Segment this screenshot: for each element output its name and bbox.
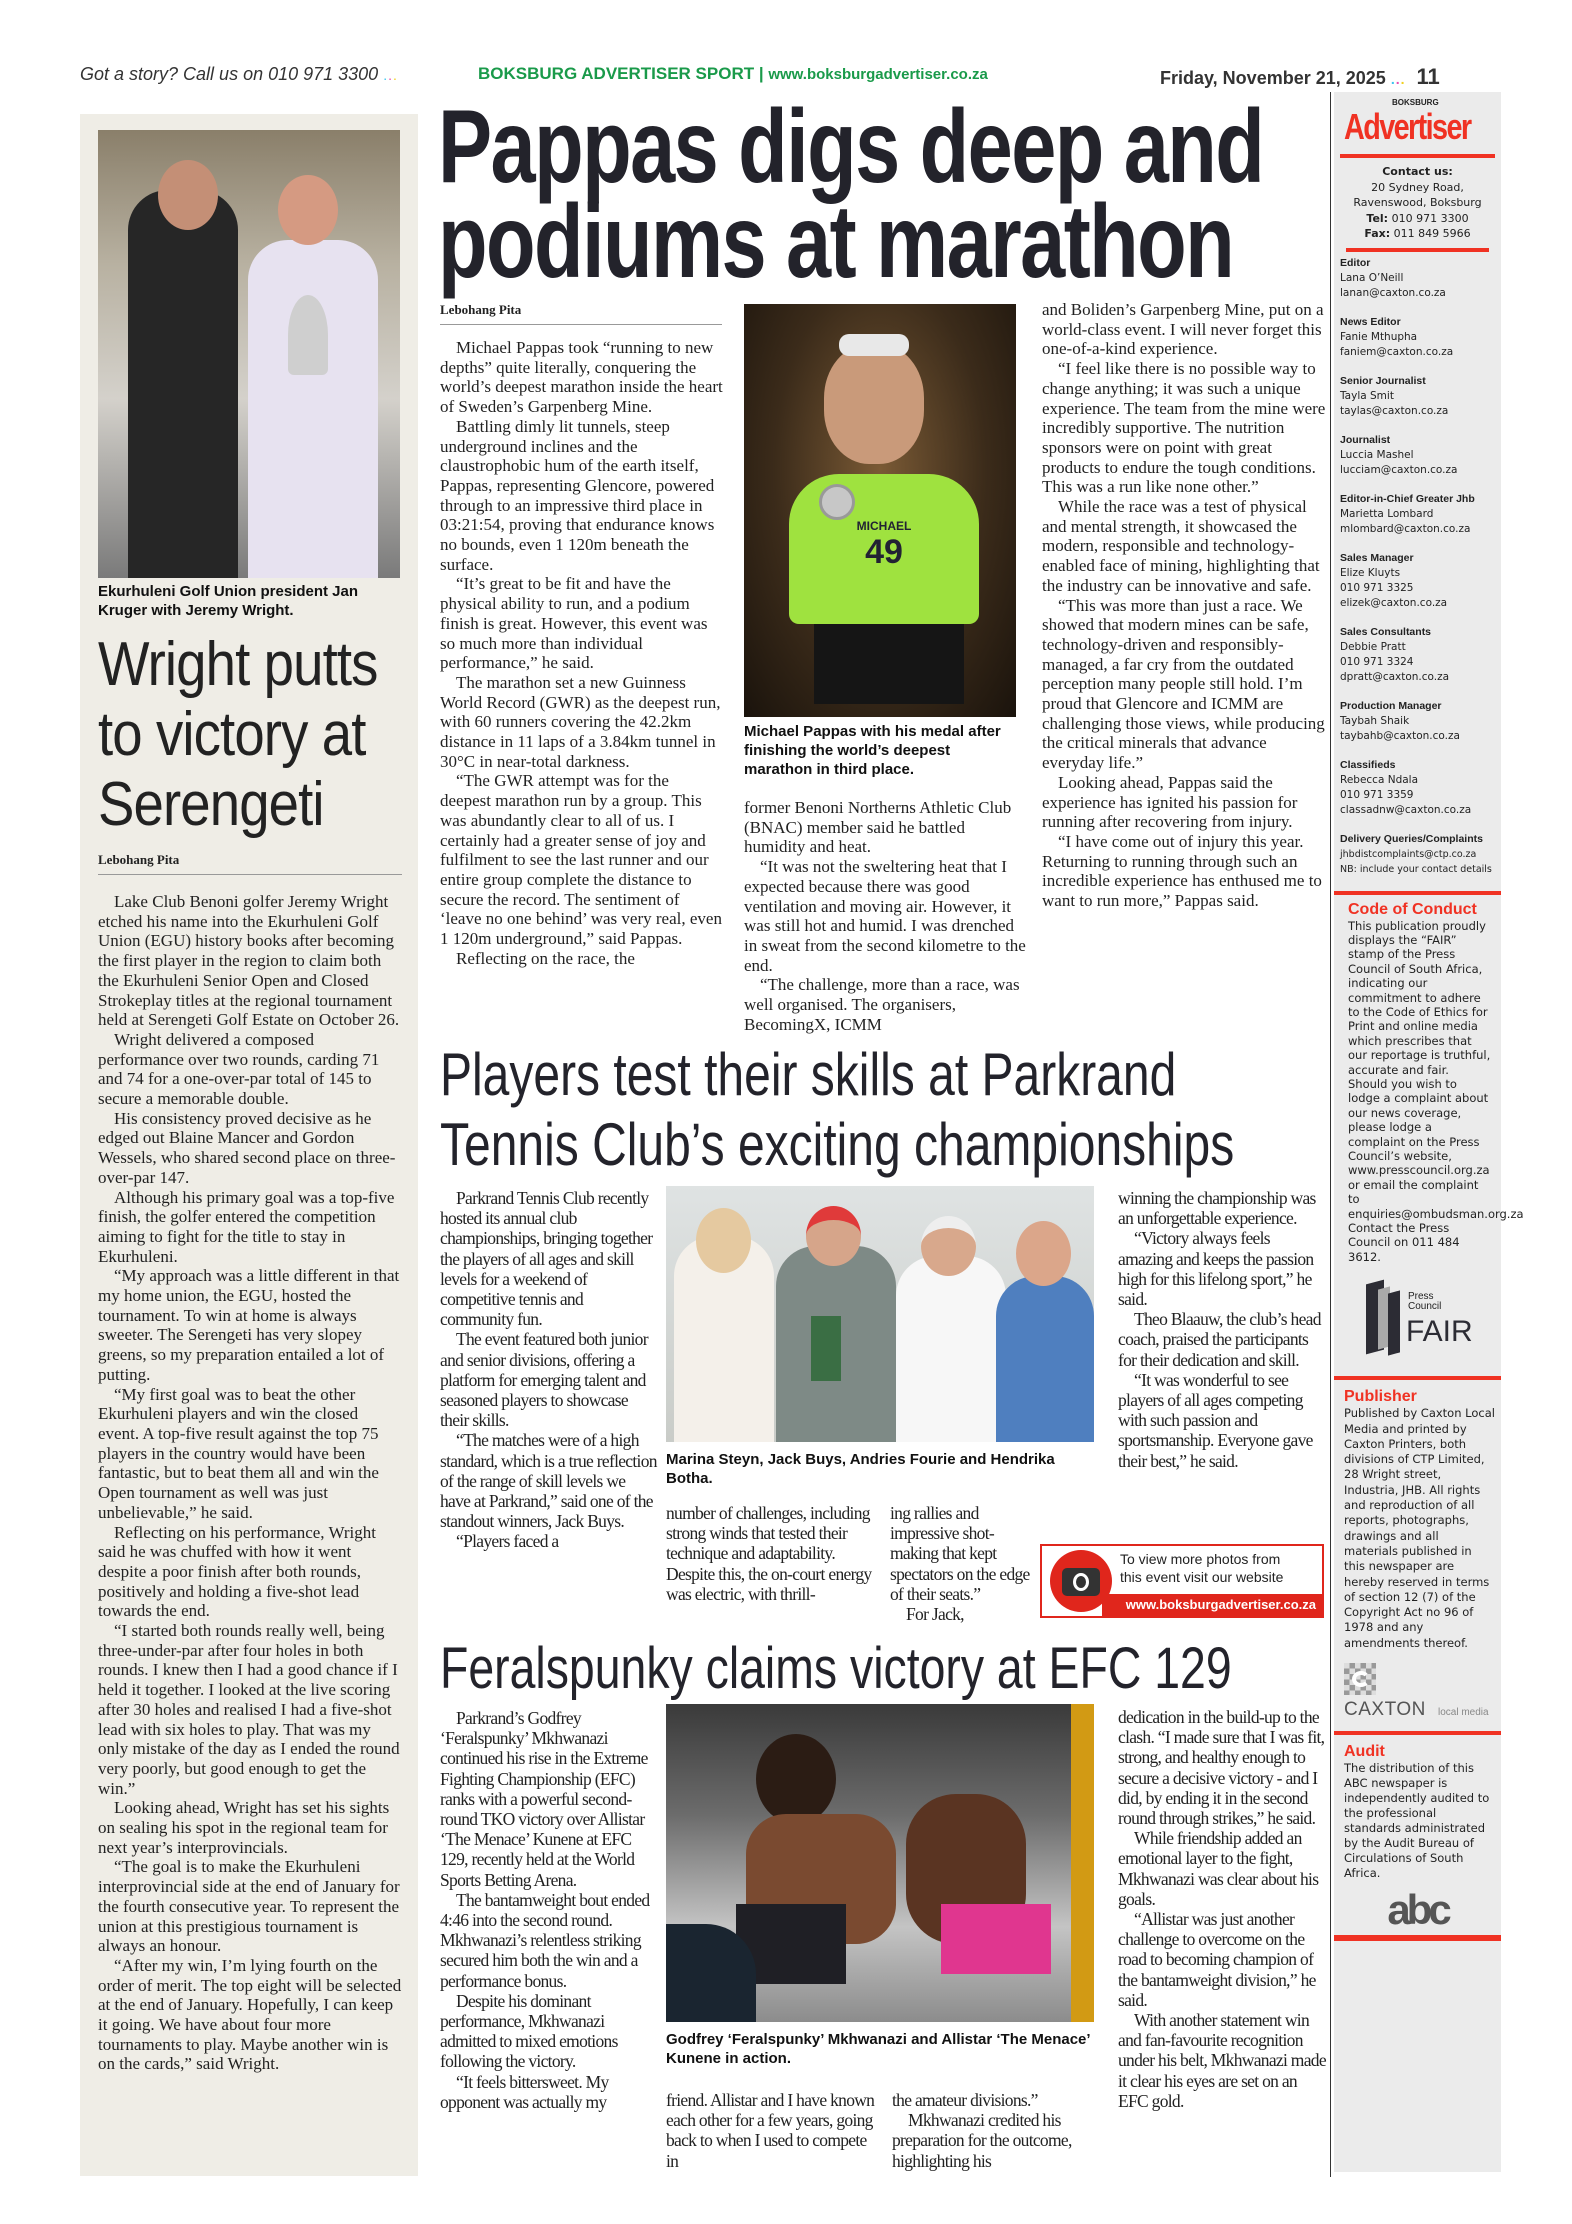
address-line: Ravenswood, Boksburg [1353,196,1482,209]
pappas-byline: Lebohang Pita [440,302,722,325]
golf-body [98,892,402,2167]
paragraph: “Victory always feels amazing and keeps the passion high for this lifelong sport,” he said. [1118,1228,1314,1310]
paragraph: “I feel like there is no possible way to change anything; it was such a unique experience. The team from the mine were incredibly supportive. The nutrition sponsors were on point with great products to endure the tough conditions. This was a run like none other.” [1042,359,1326,497]
paragraph: “The GWR attempt was for the deepest marathon run by a group. This was abundantly clear to all of us. I certainly had a greater sense of joy and fulfilment to see the last runner and our entire group complete the distance to secure the record. The sentiment of ‘leave no one behind’ was very real, even 1 120m underground,” said Pappas. [440,771,722,949]
staff-entry [1340,625,1495,685]
paragraph: and Boliden’s Garpenberg Mine, put on a world-class event. I will never forget this one-of-a-kind experience. [1042,300,1324,359]
person-head [806,1206,861,1266]
more-photos-promo[interactable] [1040,1544,1324,1618]
paragraph: Parkrand’s Godfrey ‘Feralspunky’ Mkhwanazi continued his rise in the Extreme Fighting Championship (EFC) ranks with a powerful second-round TKO victory over Allistar ‘The Menace’ Kunene at EFC 129, recently held at the World Sports Betting Arena. [440,1708,648,1890]
paragraph: former Benoni Northerns Athletic Club (BNAC) member said he battled humidity and heat. [744,798,1012,857]
paragraph: friend. Allistar and I have known each other for a few years, going back to when I used to compete in [666,2090,875,2171]
tel-label: Tel: [1366,211,1389,225]
paragraph: “The matches were of a high standard, which is a true reflection of the range of skill levels we have at Parkrand,” said one of the standout winners, Jack Buys. [440,1430,657,1532]
paragraph: Michael Pappas took “running to new depths” quite literally, conquering the world’s deepest marathon inside the heart of Sweden’s Garpenberg Mine. [440,338,723,417]
staff-email[interactable]: lucciam@caxton.co.za [1340,463,1458,476]
staff-email[interactable]: taylas@caxton.co.za [1340,404,1449,417]
paragraph: Battling dimly lit tunnels, steep underground inclines and the claustrophobic hum of the earth itself, Pappas, representing Glencore, powered through to an impressive third place in 03:21:54, proving that endurance knows no bounds, even 1 120m beneath the surface. [440,416,715,574]
code-of-conduct-text: This publication proudly displays the “FAIR” stamp of the Press Council of South Africa, indicating our commitment to adhere to the Code of Ethics for Print and online media which prescribes that our reportage is truthful, accurate and fair. Should you wish to lodge a complaint about our news coverage, please lodge a complaint on the Press Council’s website, www.presscouncil.org.za or email the complaint to enquiries@ombudsman.org.za Contact the Press Council on 011 484 3612. [1348,918,1524,1264]
tel-number: 010 971 3300 [1391,211,1469,225]
paragraph: “After my win, I’m lying fourth on the order of merit. The top eight will be selected at the end of January. Hopefully, I can keep it going. We have about four more tournaments to play. Maybe another win is on the cards,” said Wright. [98,1955,402,2074]
medal-icon [819,484,855,520]
paragraph: “It’s great to be fit and have the physical ability to run, and a podium finish is great. However, this event was so much more than individual performance,” he said. [440,574,708,673]
pappas-photo [744,304,1016,717]
paragraph: winning the championship was an unforgettable experience. [1118,1188,1316,1229]
efc-col-2 [666,2090,881,2175]
staff-name: Tayla Smit [1340,389,1394,402]
person-head [1016,1221,1071,1286]
staff-phone: 010 971 3325 [1340,581,1414,594]
fighter-head [756,1734,836,1824]
golf-headline: Wright putts to victory at Serengeti [98,630,378,839]
pappas-headline [438,89,1264,300]
fax-label: Fax: [1364,227,1391,240]
section-name: BOKSBURG ADVERTISER SPORT [478,64,755,83]
golf-byline: Lebohang Pita [98,852,402,875]
contact-block [1340,164,1495,242]
headline-line: Players test their skills at Parkrand [440,1041,1177,1108]
logo-small: BOKSBURG [1392,98,1439,107]
paragraph: “My first goal was to beat the other Ekurhuleni players and win the closed event. A top-five result against the top 75 players in the country would have been fantastic, but to beat them all and win the Open tournament as well was just unbelievable,” he said. [98,1384,379,1522]
paragraph: “The challenge, more than a race, was well organised. The organisers, BecomingX, ICMM [744,975,1020,1034]
staff-entry [1340,832,1495,877]
fighter-shorts [941,1904,1051,1974]
story-line: Got a story? Call us on 010 971 3300 [80,64,379,84]
staff-email[interactable]: faniem@caxton.co.za [1340,345,1454,358]
story-hotline [80,64,398,85]
paragraph: Despite his dominant performance, Mkhwanazi admitted to mixed emotions following the victory. [440,1990,618,2072]
paragraph: Mkhwanazi credited his preparation for the outcome, highlighting his [892,2110,1072,2171]
staff-email[interactable]: mlombard@caxton.co.za [1340,522,1471,535]
staff-role: Editor [1340,256,1371,269]
logo-text: FAIR [1406,1315,1473,1349]
header-website-link[interactable]: www.boksburgadvertiser.co.za [768,66,988,83]
paragraph: Reflecting on the race, the [456,948,635,968]
staff-role: Journalist [1340,433,1391,446]
address-line: 20 Sydney Road, [1371,180,1464,194]
staff-entry [1340,492,1495,537]
staff-phone: 010 971 3324 [1340,655,1414,668]
paragraph: Reflecting on his performance, Wright said he was chuffed with how it went despite a poor finish after both rounds, positively and holding a five-shot lead towards the end. [98,1522,376,1621]
staff-role: Editor-in-Chief Greater Jhb [1340,492,1475,505]
staff-name: Fanie Mthupha [1340,330,1418,343]
paragraph: Lake Club Benoni golfer Jeremy Wright etched his name into the Ekurhuleni Golf Union (EGU) history books after becoming the first player in the region to claim both the Ekurhuleni Senior Open and Closed Strokeplay titles at the regional tournament held at Serengeti Golf Estate on October 26. [98,892,400,1030]
headline-line: podiums at marathon [438,184,1234,300]
paragraph: Looking ahead, Wright has set his sights on sealing his spot in the regional team for next year’s interprovincials. [98,1798,390,1857]
paragraph: the amateur divisions.” [892,2090,1038,2110]
abc-logo: abc [1387,1886,1448,1933]
staff-name: Marietta Lombard [1340,507,1434,520]
pappas-col-1 [440,338,724,1038]
staff-entry [1340,256,1495,301]
tennis-col-4 [1118,1188,1324,1528]
staff-name: Debbie Pratt [1340,640,1406,653]
golfer-head-right [278,175,338,245]
golfer-figure-left [128,190,238,578]
person-head [921,1216,976,1276]
caxton-logo [1340,1663,1495,1725]
paragraph: The marathon set a new Guinness World Record (GWR) as the deepest run, with 60 runners covering the 42.2km distance in 11 laps of a 3.84km tunnel in 30°C in near-total darkness. [440,672,721,771]
issue-date-block [1160,64,1440,90]
paragraph: While friendship added an emotional layer to the fight, Mkhwanazi was clear about his goals. [1118,1828,1319,1909]
masthead-sidebar [1334,92,1524,2172]
staff-entry [1340,699,1495,744]
tennis-col-1 [440,1188,658,1628]
fax-number: 011 849 5966 [1393,227,1471,240]
paragraph: “It was not the sweltering heat that I expected because there was good ventilation and moving air. However, it was still hot and humid. I was drenched in sweat from the second kilometre to the end. [744,857,1026,975]
staff-name: Elize Kluyts [1340,566,1401,579]
logo-text: Press [1408,1291,1434,1303]
golf-photo-caption: Ekurhuleni Golf Union president Jan Kruger with Jeremy Wright. [98,583,359,619]
code-of-conduct-heading: Code of Conduct [1348,900,1477,918]
person-hendrika [996,1276,1094,1442]
tennis-photo [666,1186,1094,1442]
paragraph: Although his primary goal was a top-five finish, the golfer entered the competition aiming to fight for the title to stay in Ekurhuleni. [98,1187,395,1266]
contact-heading: Contact us: [1382,165,1453,178]
person-andries [896,1256,1006,1442]
paragraph: Parkrand Tennis Club recently hosted its annual club championships, bringing together the players of all ages and skill levels for a weekend of competitive tennis and community fun. [440,1188,653,1330]
golfer-head-left [158,160,218,230]
headline-line: Pappas digs deep and [438,89,1264,205]
trophy-icon [288,295,328,375]
paragraph: “Allistar was just another challenge to overcome on the road to becoming champion of the bantamweight division,” he said. [1118,1909,1316,2010]
paragraph: “The goal is to make the Ekurhuleni interprovincial side at the end of January for the fourth consecutive year. To represent the union at this prestigious tournament is always an honour. [98,1857,400,1956]
staff-role: Sales Manager [1340,551,1414,564]
tennis-headline [440,1040,1234,1180]
runner-head [824,344,924,464]
logo-text: Council [1408,1301,1442,1313]
tennis-photo-caption: Marina Steyn, Jack Buys, Andries Fourie and Hendrika Botha. [666,1451,1055,1487]
paragraph: dedication in the build-up to the clash. “I made sure that I was fit, strong, and healthy enough to secure a decisive victory - and I did, by ending it in the second round through strikes,” he said. [1118,1707,1325,1829]
efc-headline: Feralspunky claims victory at EFC 129 [440,1636,1232,1701]
staff-name: Taybah Shaik [1340,714,1410,727]
efc-photo-caption: Godfrey ‘Feralspunky’ Mkhwanazi and Allistar ‘The Menace’ Kunene in action. [666,2031,1090,2067]
paragraph: Looking ahead, Pappas said the experience has ignited his passion for running after recovering from injury. [1042,772,1298,832]
staff-entry [1340,433,1495,478]
headline-line: Tennis Club’s exciting championships [440,1111,1235,1178]
staff-entry [1340,758,1495,818]
paragraph: The event featured both junior and senior divisions, offering a platform for emerging talent and seasoned players to showcase their skills. [440,1329,648,1431]
paragraph: For Jack, [906,1604,964,1625]
audit-heading: Audit [1344,1743,1385,1760]
cage-banner [1071,1704,1094,2022]
publisher-text: Published by Caxton Local Media and printed by Caxton Printers, both divisions of CTP Limited, 28 Wright street, Industria, JHB. All rights and reproduction of all reports, photographs, drawings and all materials published in this newspaper are hereby reserved in terms of section 12 (7) of the Copyright Act no 96 of 1978 and any amendments thereof. [1344,1406,1495,1650]
paragraph: “I started both rounds really well, being three-under-par after four holes in both rounds. I knew then I had a good chance if I held it together. I looked at the live scoring after 30 holes and realised I had a five-shot lead with six holes to play. That was my only mistake of the day as I ended the round very poorly, but good enough to get the win.” [98,1621,400,1798]
bib-number: 49 [865,533,903,571]
trophy-icon [811,1316,841,1381]
pappas-col-2 [744,798,1026,1038]
advertiser-logo [1340,98,1495,148]
paragraph: Theo Blaauw, the club’s head coach, praised the participants for their dedication and skill. [1118,1309,1321,1370]
efc-fight-photo [666,1704,1094,2022]
staff-email[interactable]: taybahb@caxton.co.za [1340,729,1460,742]
staff-role: Senior Journalist [1340,374,1426,387]
staff-entry [1340,551,1495,611]
runner-shirt [789,474,979,624]
paragraph: “I have come out of injury this year. Returning to running through such an incredible experience has enthused me to want to run more,” Pappas said. [1042,831,1322,911]
person-head [696,1208,751,1273]
staff-phone: 010 971 3359 [1340,788,1414,801]
paragraph: “This was more than just a race. We showed that modern mines can be safe, technology-driven and responsibly-managed, a far cry from the outdated perception many people still hold. I’m proud that Glencore and ICMM are challenging those views, while producing the critical minerals that advance everyday life.” [1042,595,1325,773]
staff-role: Sales Consultants [1340,625,1432,638]
paragraph: “It was wonderful to see players of all ages competing with such passion and sportsmanship. Everyone gave their best,” he said. [1118,1369,1313,1471]
paragraph: Wright delivered a composed performance over two rounds, carding 71 and 74 for a one-over-par total of 145 to secure a memorable double. [98,1029,380,1109]
staff-role: Production Manager [1340,699,1442,712]
pappas-photo-caption: Michael Pappas with his medal after finishing the world’s deepest marathon in third place. [744,723,1001,778]
staff-list [1340,256,1495,877]
pappas-col-3 [1042,300,1326,1038]
paragraph: “Players faced a [456,1531,559,1552]
column-divider [1330,92,1331,2177]
staff-entry [1340,315,1495,360]
tennis-col-2 [666,1503,876,1628]
paragraph: With another statement win and fan-favourite recognition under his belt, Mkhwanazi made it clear his eyes are set on an EFC gold. [1118,2010,1326,2111]
staff-email[interactable]: elizek@caxton.co.za [1340,596,1448,609]
staff-name: Rebecca Ndala [1340,773,1419,786]
tennis-col-3 [890,1503,1035,1628]
logo-big: Advertiser [1344,106,1471,147]
efc-col-1 [440,1708,658,2173]
staff-email[interactable]: classadnw@caxton.co.za [1340,803,1472,816]
staff-email[interactable]: NB: include your contact details [1340,863,1492,875]
staff-role: News Editor [1340,315,1401,328]
section-header: BOKSBURG ADVERTISER SPORT | www.boksburgadvertiser.co.za [478,64,988,83]
efc-col-4 [1118,1707,1328,2177]
golf-photo [98,130,400,578]
efc-col-3 [892,2090,1107,2175]
staff-name: Lana O’Neill [1340,271,1404,284]
headlamp-icon [839,334,909,356]
promo-website-link[interactable]: www.boksburgadvertiser.co.za [1102,1594,1322,1616]
staff-name: jhbdistcomplaints@ctp.co.za [1340,848,1477,860]
paragraph: “It feels bittersweet. My opponent was actually my [440,2071,609,2112]
logo-text: CAXTON [1344,1699,1426,1720]
bib-name: MICHAEL [856,519,912,533]
color-dots: ... [383,67,398,83]
issue-date: Friday, November 21, 2025 [1160,68,1386,88]
staff-entry [1340,374,1495,419]
promo-line: this event visit our website [1120,1569,1284,1585]
runner-shorts [814,624,964,704]
paragraph: His consistency proved decisive as he edged out Blaine Mancer and Gordon Wessels, who shared second place on three-over-par 147. [98,1108,396,1187]
staff-email[interactable]: lanan@caxton.co.za [1340,286,1446,299]
staff-email[interactable]: dpratt@caxton.co.za [1340,670,1450,683]
paragraph: “My approach was a little different in that my home union, the EGU, hosted the tournament. To win at home is always sweeter. The Serengeti has very slopey greens, so my preparation entailed a lot of putting. [98,1266,400,1384]
press-council-fair-logo [1340,1278,1495,1370]
publisher-heading: Publisher [1344,1388,1417,1406]
paragraph: ing rallies and impressive shot-making that kept spectators on the edge of their seats.” [890,1503,1030,1604]
paragraph: While the race was a test of physical and mental strength, it showcased the modern, responsible and technology-enabled face of mining, highlighting that the industry can be innovative and safe. [1042,497,1320,595]
staff-role: Delivery Queries/Complaints [1340,832,1483,845]
staff-role: Classifieds [1340,758,1396,771]
promo-line: To view more photos from [1120,1551,1281,1567]
logo-text: local media [1438,1707,1489,1718]
page-number: 11 [1416,64,1440,89]
golfer-figure-right [248,240,378,578]
paragraph: number of challenges, including strong winds that tested their technique and adaptability. Despite this, the on-court energy was electric, with thrill- [666,1503,872,1604]
color-dots: ... [1390,71,1406,87]
audit-text: The distribution of this ABC newspaper is independently audited to the professional standards administrated by the Audit Bureau of Circulations of South Africa. [1344,1761,1490,1880]
paragraph: The bantamweight bout ended 4:46 into the second round. Mkhwanazi’s relentless striking secured him both the win and a performance bonus. [440,1889,650,1991]
staff-name: Luccia Mashel [1340,448,1414,461]
